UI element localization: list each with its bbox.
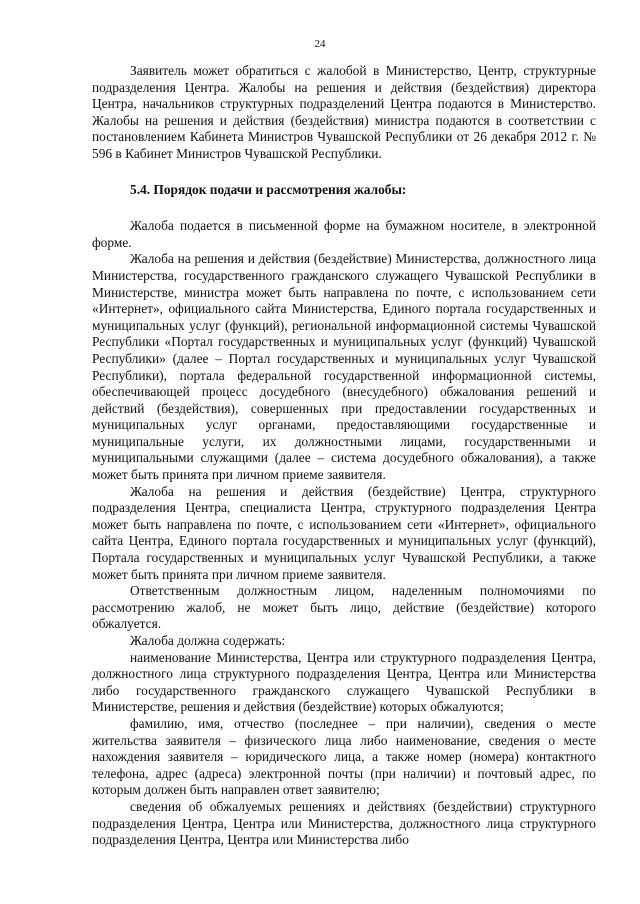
paragraph-complaint-addressees: Заявитель может обратиться с жалобой в Министерство, Центр, структурные подразделения Центра. Жалобы на решения и действия (бездействия) директора Центра, начальников структурных подразделений Центра подаются в Министерство. Жалобы на решения и действия (бездействия) министра подаются в соответствии с постановлением Кабинета Министров Чувашской Республики от 26 декабря 2012 г. № 596 в Кабинет Министров Чувашской Республики. xyxy=(92,63,596,161)
paragraph-complaint-form: Жалоба подается в письменной форме на бумажном носителе, в электронной форме. xyxy=(92,218,596,250)
paragraph-center-complaint-channels: Жалоба на решения и действия (бездействие) Центра, структурного подразделения Центра, специалиста Центра, структурного подразделения Центра может быть направлена по почте, с использованием сети «Интернет», официального сайта Центра, Единого портала государственных и муниципальных услуг (функций), Портала государственных и муниципальных услуг Чувашской Республики, а также может быть принята при личном приеме заявителя. xyxy=(92,483,596,582)
paragraph-contents-appealed-decisions: сведения об обжалуемых решениях и действиях (бездействии) структурного подразделения Центра, Центра или Министерства, должностного лица структурного подразделения Центра, Центра или Министерства либо xyxy=(92,798,596,848)
paragraph-ministry-complaint-channels: Жалоба на решения и действия (бездействие) Министерства, должностного лица Министерства, государственного гражданского служащего Чувашской Республики в Министерстве, министра может быть направлена по почте, с использованием сети «Интернет», официального сайта Министерства, Единого портала государственных и муниципальных услуг (функций), региональной информационной системы Чувашской Республики «Портал государственных и муниципальных услуг (функций) Чувашской Республики» (далее – Портал государственных и муниципальных услуг Чувашской Республики), портала федеральной государственной информационной системы, обеспечивающей процесс досудебного (внесудебного) обжалования решений и действий (бездействия), совершенных при предоставлении государственных и муниципальных услуг органами, предоставляющими государственные и муниципальные услуги, их должностными лицами, государственными и муниципальными служащими (далее – система досудебного обжалования), а также может быть принята при личном приеме заявителя. xyxy=(92,251,596,483)
paragraph-contents-applicant-details: фамилию, имя, отчество (последнее – при наличии), сведения о месте жительства заявителя – физического лица либо наименование, сведения о месте нахождения заявителя – юридического лица, а также номер (номера) контактного телефона, адрес (адреса) электронной почты (при наличии) и почтовый адрес, по которым должен быть направлен ответ заявителю; xyxy=(92,715,596,798)
paragraph-responsible-official: Ответственным должностным лицом, наделенным полномочиями по рассмотрению жалоб, не может быть лицо, действие (бездействие) которого обжалуется. xyxy=(92,583,596,632)
section-heading: 5.4. Порядок подачи и рассмотрения жалобы: xyxy=(130,181,407,197)
page-number: 24 xyxy=(314,38,326,50)
document-body xyxy=(92,63,596,849)
paragraph-complaint-contents-intro: Жалоба должна содержать: xyxy=(130,633,286,648)
paragraph-contents-organization-name: наименование Министерства, Центра или структурного подразделения Центра, должностного лица структурного подразделения Центра, Центра или Министерства либо государственного гражданского служащего Чувашской Республики в Министерстве, решения и действия (бездействие) которых обжалуются; xyxy=(92,649,596,715)
